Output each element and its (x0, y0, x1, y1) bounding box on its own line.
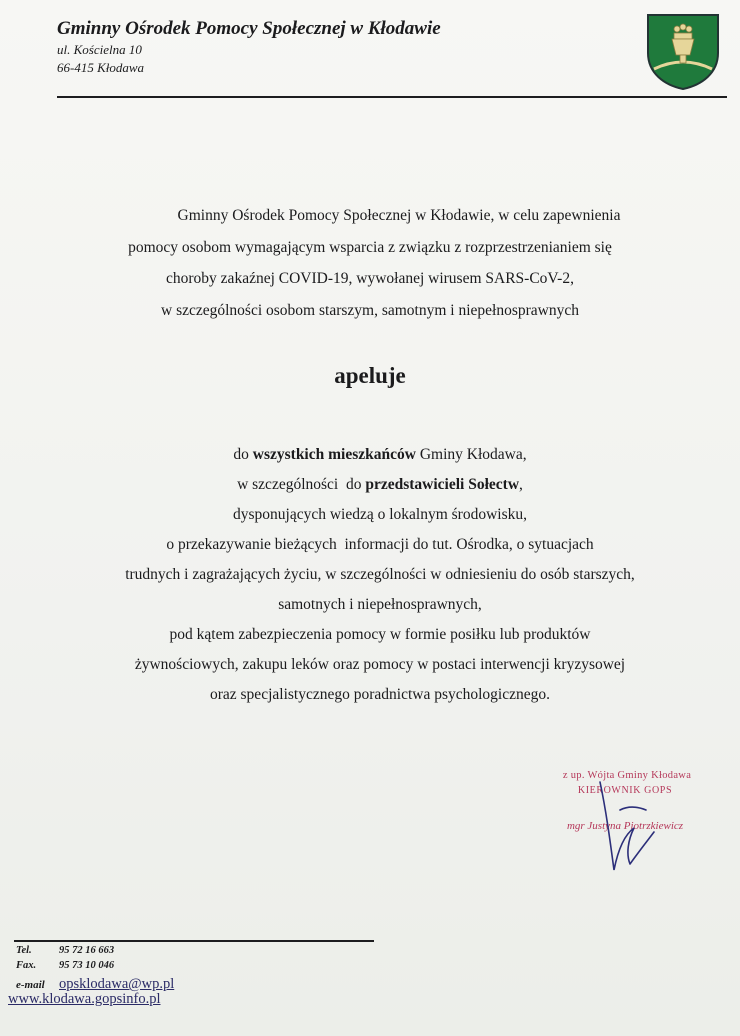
appeal-heading: apeluje (334, 363, 406, 388)
appeal-emphasis: przedstawicieli Sołectw (365, 476, 520, 493)
intro-line: Gminny Ośrodek Pomocy Społecznej w Kłodawie, w celu zapewnienia (177, 207, 621, 224)
address-city: 66-415 Kłodawa (57, 60, 145, 75)
appeal-text: do (233, 446, 253, 463)
stamp-line: KIEROWNIK GOPS (577, 785, 673, 796)
fax-value: 95 73 10 046 (59, 960, 115, 971)
appeal-line: dysponujących wiedzą o lokalnym środowisku, (232, 506, 527, 523)
appeal-text: , (519, 476, 523, 493)
appeal-text: w szczególności do (237, 476, 366, 493)
appeal-line (20, 440, 740, 470)
appeal-line: pod kątem zabezpieczenia pomocy w formie posiłku lub produktów (169, 626, 591, 643)
stamp-line: z up. Wójta Gminy Kłodawa (562, 770, 692, 781)
intro-line: pomocy osobom wymagającym wsparcia z związku z rozprzestrzenianiem się (128, 238, 612, 256)
email-link[interactable]: opsklodawa@wp.pl (59, 976, 175, 992)
header-divider (57, 96, 727, 98)
appeal-line: samotnych i niepełnosprawnych, (278, 596, 482, 613)
intro-line: choroby zakaźnej COVID-19, wywołanej wirusem SARS-CoV-2, (166, 270, 574, 287)
contact-tel (16, 945, 114, 956)
appeal-line: trudnych i zagrażających życiu, w szczególności w odniesieniu do osób starszych, (125, 566, 635, 583)
fax-label: Fax. (16, 960, 37, 971)
tel-value: 95 72 16 663 (59, 945, 115, 956)
email-label: e-mail (16, 979, 45, 991)
appeal-line (20, 470, 740, 500)
intro-paragraph (40, 200, 700, 326)
appeal-line: oraz specjalistycznego poradnictwa psychologicznego. (209, 686, 550, 703)
stamp-line: mgr Justyna Piotrzkiewicz (566, 820, 684, 832)
appeal-line: żywnościowych, zakupu leków oraz pomocy w postaci interwencji kryzysowej (134, 656, 626, 673)
handwritten-signature (590, 780, 660, 880)
intro-line: w szczególności osobom starszym, samotnym i niepełnosprawnych (161, 301, 579, 319)
org-name: Gminny Ośrodek Pomocy Społecznej w Kłodawie (57, 18, 441, 39)
footer-divider (14, 940, 374, 942)
contact-fax (16, 960, 114, 971)
coat-of-arms-icon (644, 11, 722, 91)
appeal-emphasis: wszystkich mieszkańców (252, 446, 416, 463)
website-link[interactable]: www.klodawa.gopsinfo.pl (8, 991, 161, 1007)
appeal-paragraph (20, 440, 740, 710)
appeal-line: o przekazywanie bieżących informacji do tut. Ośrodka, o sytuacjach (166, 536, 594, 553)
tel-label: Tel. (16, 945, 32, 956)
address-street: ul. Kościelna 10 (57, 42, 142, 57)
appeal-text: Gminy Kłodawa, (415, 446, 527, 463)
